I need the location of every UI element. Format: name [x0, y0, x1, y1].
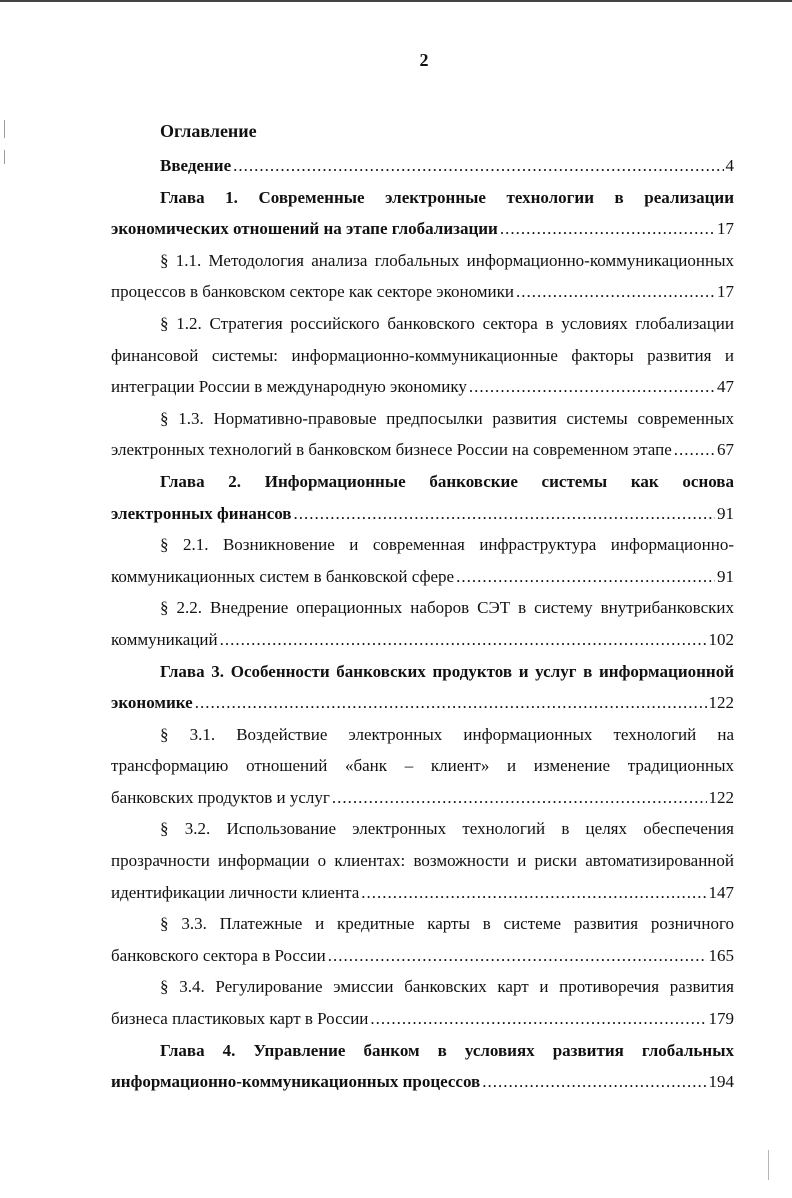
dot-leader — [456, 561, 715, 593]
toc-entry-text: электронных технологий в банковском бизнесе России на современном этапе — [111, 440, 672, 460]
dot-leader — [674, 434, 715, 466]
toc-page-number: 102 — [708, 629, 734, 649]
toc-entry-text: интеграции России в международную экономику — [111, 377, 467, 397]
toc-page-number: 91 — [717, 566, 734, 586]
dot-leader — [220, 624, 707, 656]
toc-page-number: 122 — [708, 693, 734, 713]
toc-entry-text: Глава 1. Современные электронные технологии в реализации — [160, 187, 734, 207]
toc-entry-text: § 2.1. Возникновение и современная инфраструктура информационно- — [160, 535, 734, 555]
toc-page-number: 67 — [717, 440, 734, 460]
toc-entry-text: прозрачности информации о клиентах: возможности и риски автоматизированной — [111, 851, 734, 871]
toc-entry-text: § 1.1. Методология анализа глобальных информационно-коммуникационных — [160, 250, 734, 270]
dot-leader — [361, 877, 706, 909]
dot-leader — [294, 498, 716, 530]
toc-page-number: 179 — [708, 1009, 734, 1029]
scan-margin-mark — [4, 150, 5, 164]
toc-page-number: 4 — [725, 156, 734, 175]
toc-chapter-entry[interactable] — [111, 656, 734, 719]
scan-edge-line — [0, 0, 792, 2]
dot-leader — [500, 213, 715, 245]
toc-section-entry[interactable] — [111, 908, 734, 971]
toc-entry-text: Глава 3. Особенности банковских продуктов и услуг в информационной — [160, 661, 734, 681]
toc-title: Оглавление — [160, 121, 257, 141]
toc-chapter-entry[interactable] — [111, 466, 734, 529]
toc-page-number: 91 — [717, 503, 734, 523]
toc-section-entry[interactable] — [111, 529, 734, 592]
dot-leader — [469, 371, 715, 403]
toc-entry-text: § 1.3. Нормативно-правовые предпосылки развития системы современных — [160, 408, 734, 428]
toc-entry-text: экономических отношений на этапе глобализации — [111, 219, 498, 239]
toc-entry-text: § 1.2. Стратегия российского банковского сектора в условиях глобализации — [160, 313, 734, 333]
toc-page-number: 122 — [708, 787, 734, 807]
toc-chapter-entry[interactable] — [111, 150, 734, 182]
toc-entry-text: § 3.1. Воздействие электронных информационных технологий на — [160, 724, 734, 744]
dot-leader — [233, 150, 723, 182]
toc-entry-text: § 3.2. Использование электронных технологий в целях обеспечения — [160, 819, 734, 839]
toc-section-entry[interactable] — [111, 245, 734, 308]
toc-entry-text: коммуникаций — [111, 629, 218, 649]
toc-section-entry[interactable] — [111, 813, 734, 908]
toc-entry-text: трансформацию отношений «банк – клиент» и изменение традиционных — [111, 756, 734, 776]
toc-entry-text: финансовой системы: информационно-коммуникационные факторы развития и — [111, 345, 734, 365]
toc-entry-text: коммуникационных систем в банковской сфере — [111, 566, 455, 586]
table-of-contents — [111, 150, 734, 1098]
toc-entry-text: идентификации личности клиента — [111, 882, 360, 902]
toc-entry-text: процессов в банковском секторе как секторе экономики — [111, 282, 514, 302]
toc-section-entry[interactable] — [111, 592, 734, 655]
toc-page-number: 165 — [708, 945, 734, 965]
toc-section-entry[interactable] — [111, 971, 734, 1034]
toc-entry-text: Глава 4. Управление банком в условиях развития глобальных — [160, 1040, 734, 1060]
page-number: 2 — [419, 50, 429, 70]
toc-entry-text: электронных финансов — [111, 503, 292, 523]
toc-entry-text: Глава 2. Информационные банковские системы как основа — [160, 471, 734, 491]
toc-page-number: 194 — [708, 1072, 734, 1092]
toc-entry-text: экономике — [111, 693, 193, 713]
toc-page-number: 147 — [708, 882, 734, 902]
dot-leader — [370, 1003, 706, 1035]
toc-chapter-entry[interactable] — [111, 182, 734, 245]
toc-page-number: 47 — [717, 377, 734, 397]
toc-entry-text: банковских продуктов и услуг — [111, 787, 330, 807]
toc-entry-text: § 2.2. Внедрение операционных наборов СЭТ в систему внутрибанковских — [160, 598, 734, 618]
toc-page-number: 17 — [717, 219, 734, 239]
dot-leader — [328, 940, 707, 972]
toc-entry-text: § 3.3. Платежные и кредитные карты в системе развития розничного — [160, 914, 734, 934]
toc-entry-text: информационно-коммуникационных процессов — [111, 1072, 481, 1092]
dot-leader — [516, 276, 715, 308]
toc-section-entry[interactable] — [111, 403, 734, 466]
toc-entry-text: Введение — [160, 156, 232, 175]
toc-section-entry[interactable] — [111, 308, 734, 403]
toc-entry-text: банковского сектора в России — [111, 945, 326, 965]
toc-entry-text: бизнеса пластиковых карт в России — [111, 1009, 369, 1029]
toc-entry-text: § 3.4. Регулирование эмиссии банковских карт и противоречия развития — [160, 977, 734, 997]
dot-leader — [332, 782, 707, 814]
toc-page-number: 17 — [717, 282, 734, 302]
scan-margin-mark — [4, 120, 5, 138]
toc-section-entry[interactable] — [111, 719, 734, 814]
dot-leader — [482, 1066, 706, 1098]
dot-leader — [195, 687, 707, 719]
toc-chapter-entry[interactable] — [111, 1035, 734, 1098]
scan-margin-mark — [768, 1150, 769, 1180]
